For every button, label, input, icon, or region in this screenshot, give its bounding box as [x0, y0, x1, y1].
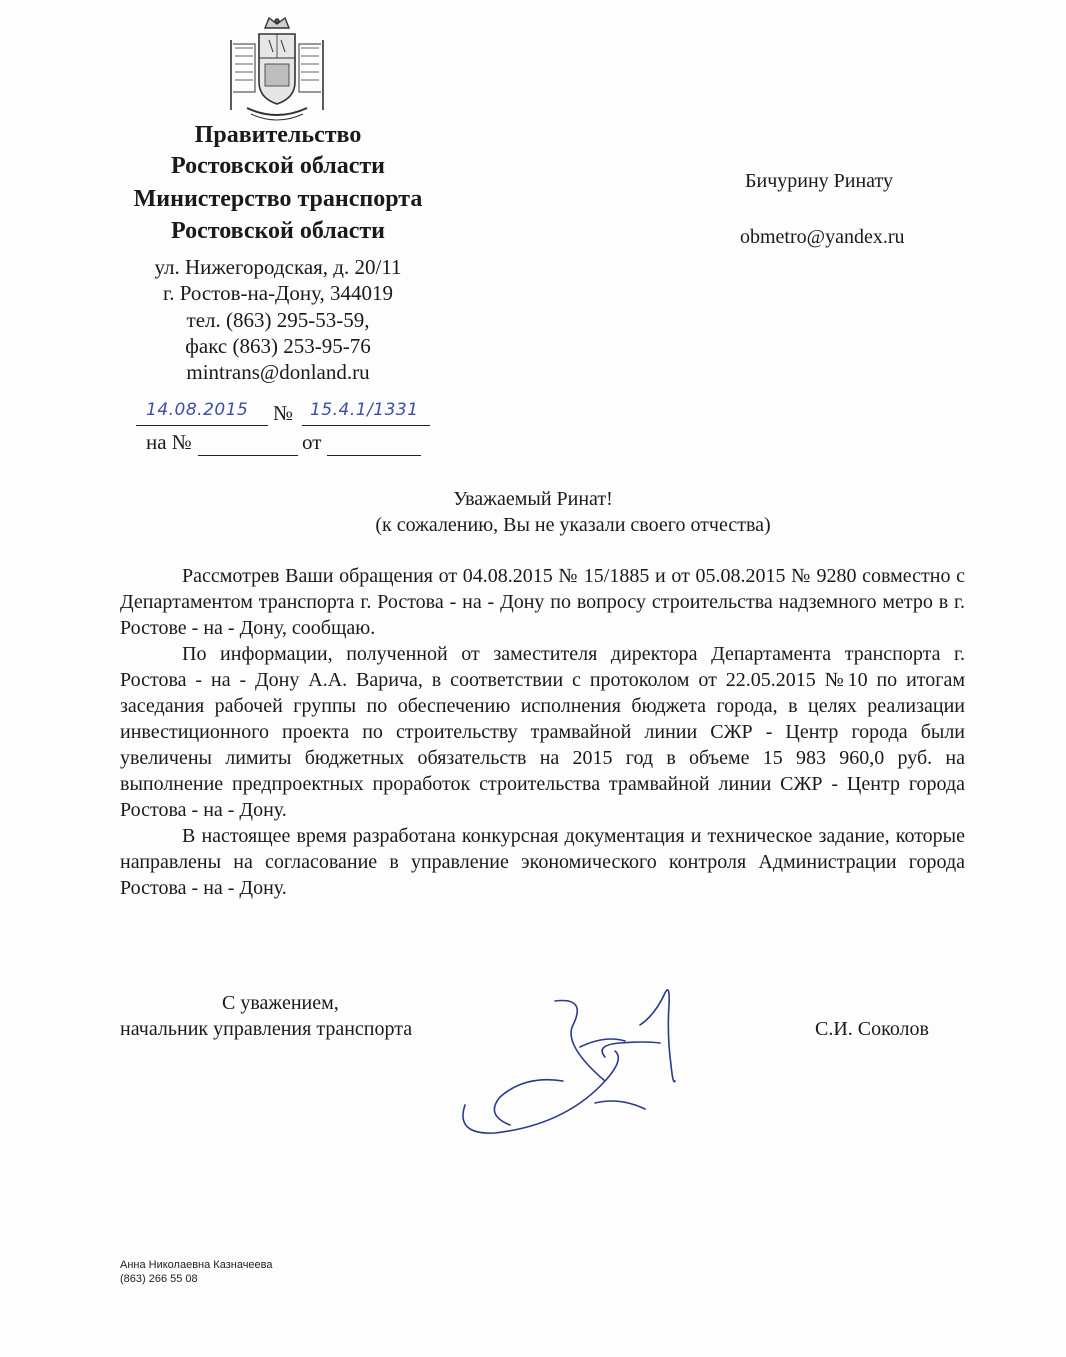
number-underline: [302, 425, 430, 426]
letter-body: [120, 563, 965, 901]
reply-to-label: на №: [146, 430, 192, 454]
reply-from-label: от: [302, 430, 322, 454]
phone-number: тел. (863) 295-53-59,: [186, 308, 370, 332]
date-underline: [136, 425, 268, 426]
outgoing-number: 15.4.1/1331: [310, 400, 419, 420]
greeting: Уважаемый Ринат!: [453, 488, 613, 510]
address-city: г. Ростов-на-Дону, 344019: [162, 281, 394, 305]
handwritten-signature: [455, 985, 755, 1145]
org-name-line2: Ростовской области: [171, 153, 385, 179]
signer-name: С.И. Соколов: [815, 1018, 929, 1040]
closing-phrase: С уважением,: [222, 992, 339, 1014]
outgoing-date: 14.08.2015: [146, 400, 249, 420]
body-paragraph-3: В настоящее время разработана конкурсная документация и техническое задание, которые направлены на согласование в управление экономического контроля Администрации города Ростова - на - Дону.: [120, 825, 965, 899]
body-paragraph-2: По информации, полученной от заместителя директора Департамента транспорта г. Ростова - на - Дону А.А. Варича, в соответствии с протоколом от 22.05.2015 №10 по итогам заседания рабочей группы по обеспечению исполнения бюджета города, в целях реализации инвестиционного проекта по строительству трамвайной линии СЖР - Центр города были увеличены лимиты бюджетных обязательств на 2015 год в объеме 15 983 960,0 руб. на выполнение предпроектных проработок строительства трамвайной линии СЖР - Центр города Ростова - на - Дону.: [120, 643, 965, 821]
org-name-line1: Правительство: [194, 122, 362, 148]
reply-date-underline: [327, 455, 421, 456]
greeting-note: (к сожалению, Вы не указали своего отчества): [375, 514, 771, 536]
signer-position: начальник управления транспорта: [120, 1018, 413, 1040]
ministry-name-line1: Министерство транспорта: [133, 186, 423, 212]
number-label: №: [273, 401, 294, 425]
recipient-name: Бичурину Ринату: [745, 170, 894, 192]
address-street: ул. Нижегородская, д. 20/11: [154, 255, 402, 279]
body-paragraph-1: Рассмотрев Ваши обращения от 04.08.2015 № 15/1885 и от 05.08.2015 № 9280 совместно с Департаментом транспорта г. Ростова - на - Дону по вопросу строительства надземного метро в г. Ростове - на - Дону, сообщаю.: [120, 565, 965, 639]
recipient-email: obmetro@yandex.ru: [740, 226, 905, 248]
ministry-email: mintrans@donland.ru: [186, 360, 370, 384]
fax-number: факс (863) 253-95-76: [185, 334, 371, 358]
ministry-name-line2: Ростовской области: [171, 218, 385, 244]
executor-name: Анна Николаевна Казначеева: [120, 1259, 273, 1271]
coat-of-arms-emblem: [225, 14, 329, 126]
executor-phone: (863) 266 55 08: [120, 1273, 198, 1285]
reply-number-underline: [198, 455, 298, 456]
